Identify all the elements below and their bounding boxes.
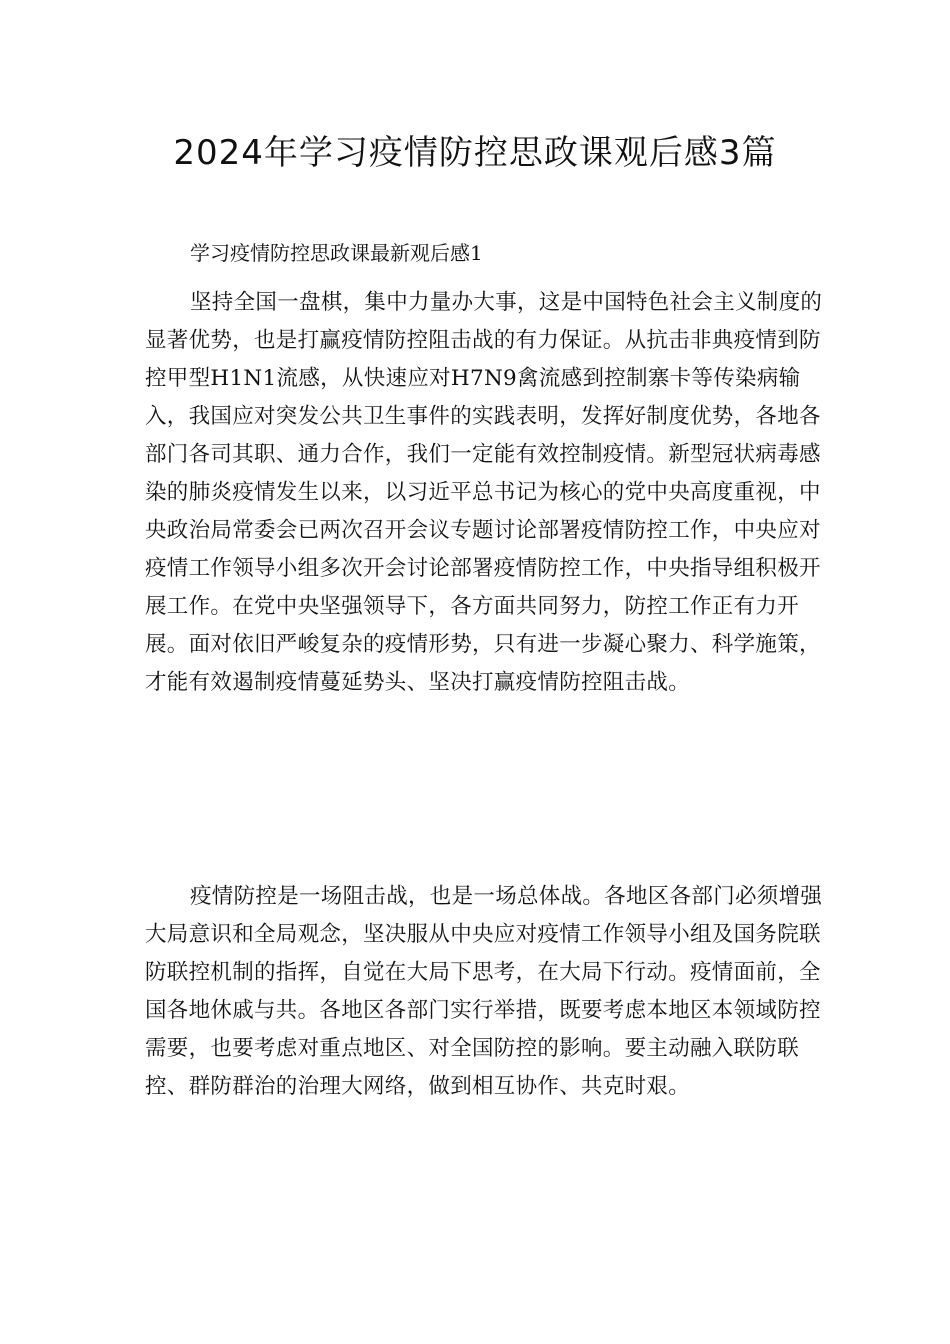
document-title: 2024年学习疫情防控思政课观后感3篇	[173, 133, 777, 173]
body-paragraph-2: 疫情防控是一场阻击战，也是一场总体战。各地区各部门必须增强大局意识和全局观念，坚决服从中央应对疫情工作领导小组及国务院联防联控机制的指挥，自觉在大局下思考，在大局下行动。疫情面前，全国各地休戚与共。各地区各部门实行举措，既要考虑本地区本领域防控需要，也要考虑对重点地区、对全国防控的影响。要主动融入联防联控、群防群治的治理大网络，做到相互协作、共克时艰。	[145, 884, 823, 1099]
section-subheading: 学习疫情防控思政课最新观后感1	[190, 241, 483, 265]
body-paragraph-1: 坚持全国一盘棋，集中力量办大事，这是中国特色社会主义制度的显著优势，也是打赢疫情防控阻击战的有力保证。从抗击非典疫情到防控甲型H1N1流感，从快速应对H7N9禽流感到控制寨卡等传染病输入，我国应对突发公共卫生事件的实践表明，发挥好制度优势，各地各部门各司其职、通力合作，我们一定能有效控制疫情。新型冠状病毒感染的肺炎疫情发生以来，以习近平总书记为核心的党中央高度重视，中央政治局常委会已两次召开会议专题讨论部署疫情防控工作，中央应对疫情工作领导小组多次开会讨论部署疫情防控工作，中央指导组积极开展工作。在党中央坚强领导下，各方面共同努力，防控工作正有力开展。面对依旧严峻复杂的疫情形势，只有进一步凝心聚力、科学施策，才能有效遏制疫情蔓延势头、坚决打赢疫情防控阻击战。	[145, 290, 823, 695]
